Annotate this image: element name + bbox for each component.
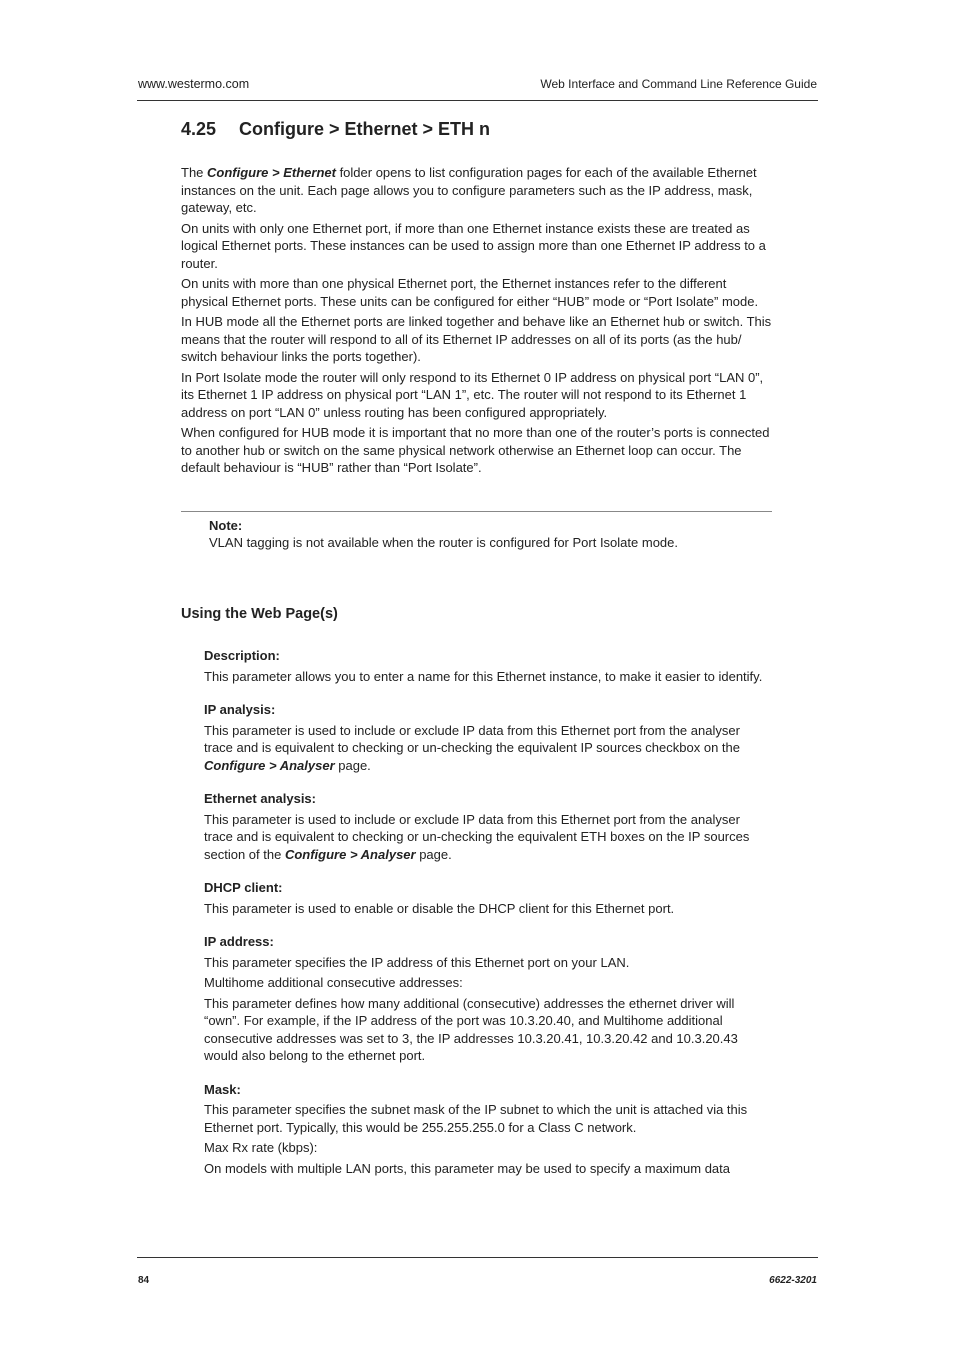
intro-paragraph: On units with only one Ethernet port, if more than one Ethernet instance exists these are treated as logical Ethernet ports. These instances can be used to assign more than one Ethernet IP address to a router.	[181, 220, 766, 271]
note-rule	[181, 511, 772, 512]
param-text: This parameter defines how many additional (consecutive) addresses the ethernet driver will “own”. For example, if the IP address of the port was 10.3.20.40, and Multihome additional consecutive addresses was set to 3, the IP addresses 10.3.20.41, 10.3.20.42 and 10.3.20.43 would also belong to the ethernet port.	[204, 995, 738, 1063]
subheading: Using the Web Page(s)	[181, 606, 338, 622]
section-number: 4.25	[181, 119, 217, 139]
intro-p1-menu-path: Configure > Ethernet	[207, 165, 336, 180]
note-label: Note:	[209, 518, 243, 533]
footer-rule	[137, 1257, 818, 1258]
param-label: IP address:	[204, 934, 274, 949]
param-text-end: page.	[415, 846, 452, 862]
header-guide-title: Web Interface and Command Line Reference Guide	[540, 77, 817, 91]
param-ip-address	[204, 933, 772, 1065]
intro-p1-start: The	[181, 165, 208, 180]
param-description	[204, 647, 772, 685]
param-label: DHCP client:	[204, 880, 283, 895]
intro-paragraph	[181, 164, 775, 217]
page-number: 84	[138, 1275, 150, 1286]
param-text: On models with multiple LAN ports, this parameter may be used to specify a maximum data	[204, 1160, 730, 1176]
param-text: This parameter specifies the IP address of this Ethernet port on your LAN.	[204, 954, 630, 970]
intro-p1-end: folder opens to list configuration pages for each of the available Ethernet instances on the unit. Each page allows you to configure parameters such as the IP address, mask, gateway, etc.	[181, 165, 757, 215]
param-text: This parameter allows you to enter a name for this Ethernet instance, to make it easier to identify.	[204, 668, 763, 684]
param-subtitle: Max Rx rate (kbps):	[204, 1140, 318, 1155]
param-mask	[204, 1081, 772, 1178]
intro-paragraph: In Port Isolate mode the router will only respond to its Ethernet 0 IP address on physical port “LAN 0”, its Ethernet 1 IP address on physical port “LAN 1”, etc. The router will not respond to its Ethernet 1 address on port “LAN 0” unless routing has been configured appropriately.	[181, 369, 764, 420]
intro-paragraph: On units with more than one physical Ethernet port, the Ethernet instances refer to the different physical Ethernet ports. These units can be configured for either “HUB” mode or “Port Isolate” mode.	[181, 276, 759, 309]
section-title	[181, 119, 490, 140]
section-title-text: Configure > Ethernet > ETH n	[239, 119, 491, 139]
param-text: This parameter is used to enable or disable the DHCP client for this Ethernet port.	[204, 900, 675, 916]
intro-paragraph: In HUB mode all the Ethernet ports are linked together and behave like an Ethernet hub or switch. This means that the router will respond to all of its Ethernet IP addresses on all of its ports (as the hub/ switch behaviour links the ports together).	[181, 314, 772, 364]
param-text: This parameter specifies the subnet mask of the IP subnet to which the unit is attached via this Ethernet port. Typically, this would be 255.255.255.0 for a Class C network.	[204, 1102, 748, 1135]
document-number: 6622-3201	[769, 1275, 817, 1286]
param-dhcp-client	[204, 879, 772, 917]
param-text	[204, 722, 772, 775]
param-menu-path: Configure > Analyser	[284, 846, 416, 862]
header-url: www.westermo.com	[138, 77, 250, 91]
param-subtitle: Multihome additional consecutive addresses:	[204, 975, 463, 990]
intro-paragraph: When configured for HUB mode it is important that no more than one of the router’s ports is connected to another hub or switch on the same physical network otherwise an Ethernet loop can occur. The default behaviour is “HUB” rather than “Port Isolate”.	[181, 425, 770, 475]
param-label: Description:	[204, 648, 280, 663]
param-label: Ethernet analysis:	[204, 791, 316, 806]
param-label: IP analysis:	[204, 702, 276, 717]
param-text-end: page.	[334, 757, 371, 773]
param-menu-path: Configure > Analyser	[204, 757, 335, 773]
parameter-list	[204, 647, 772, 1193]
header-rule	[137, 100, 818, 101]
param-label: Mask:	[204, 1081, 241, 1097]
param-ethernet-analysis	[204, 790, 772, 863]
intro-text	[181, 164, 775, 480]
param-text	[204, 811, 772, 864]
param-ip-analysis	[204, 701, 772, 774]
param-text-start: This parameter is used to include or exclude IP data from this Ethernet port from the analyser trace and is equivalent to checking or un-checking the equivalent ETH boxes on the IP sources section of the	[204, 811, 750, 862]
param-text-start: This parameter is used to include or exclude IP data from this Ethernet port from the analyser trace and is equivalent to checking or un-checking the equivalent IP sources checkbox on the	[204, 722, 740, 755]
note-text: VLAN tagging is not available when the router is configured for Port Isolate mode.	[209, 535, 678, 550]
